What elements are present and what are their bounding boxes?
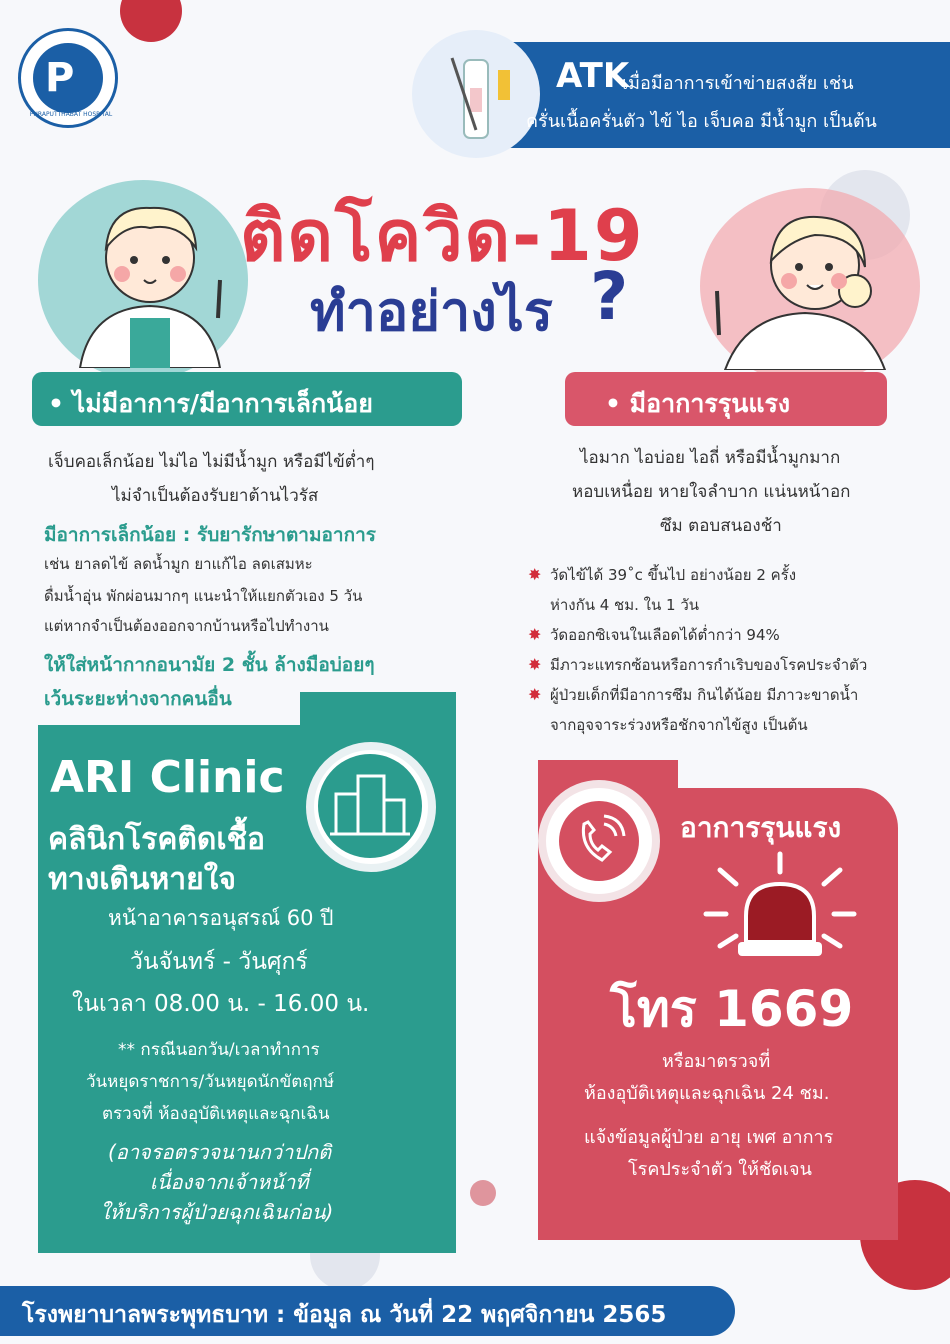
- page-subtitle: ทำอย่างไร: [310, 280, 553, 343]
- mild-line-1: เช่น ยาลดไข้ ลดน้ำมูก ยาแก้ไอ ลดเสมหะ: [44, 555, 313, 573]
- emergency-info-1: แจ้งข้อมูลผู้ป่วย อายุ เพศ อาการ: [584, 1127, 834, 1148]
- emergency-info-2: โรคประจำตัว ให้ชัดเจน: [628, 1159, 812, 1180]
- logo-ring-text: PHRAPUTTHABAT HOSPITAL: [29, 111, 113, 118]
- virus-decoration-icon: [470, 1180, 496, 1206]
- mild-line-3: แต่หากจำเป็นต้องออกจากบ้านหรือไปทำงาน: [44, 617, 329, 635]
- footer-text: โรงพยาบาลพระพุทธบาท : ข้อมูล ณ วันที่ 22 พฤศจิกายน 2565: [22, 1302, 667, 1328]
- ari-note-1: ** กรณีนอกวัน/เวลาทำการ: [118, 1040, 320, 1060]
- mild-desc-2: ไม่จำเป็นต้องรับยาต้านไวรัส: [112, 486, 319, 506]
- ari-note-3: ตรวจที่ ห้องอุบัติเหตุและฉุกเฉิน: [102, 1104, 330, 1124]
- mild-section-title: • ไม่มีอาการ/มีอาการเล็กน้อย: [48, 389, 373, 418]
- atk-test-kit-icon: [412, 30, 540, 158]
- mild-advice-1: ให้ใส่หน้ากากอนามัย 2 ชั้น ล้างมือบ่อยๆ: [44, 654, 375, 676]
- siren-icon: [700, 850, 860, 960]
- virus-decoration-icon: [120, 0, 182, 42]
- ari-subtitle-2: ทางเดินหายใจ: [48, 862, 236, 897]
- symptom-item: ✸ ผู้ป่วยเด็กที่มีอาการซึม กินได้น้อย มีภาวะขาดน้ำ: [528, 680, 928, 710]
- mild-heading: มีอาการเล็กน้อย : รับยารักษาตามอาการ: [44, 524, 376, 546]
- mild-advice-2: เว้นระยะห่างจากคนอื่น: [44, 688, 232, 710]
- symptom-item: ห่างกัน 4 ชม. ใน 1 วัน: [550, 596, 699, 614]
- symptom-item: จากอุจจาระร่วงหรือชักจากไข้สูง เป็นต้น: [550, 716, 808, 734]
- phone-icon: [538, 780, 660, 902]
- mild-desc-1: เจ็บคอเล็กน้อย ไม่ไอ ไม่มีน้ำมูก หรือมีไข้ต่ำๆ: [48, 452, 375, 472]
- question-mark: ?: [590, 258, 629, 335]
- atk-line-1: เมื่อมีอาการเข้าข่ายสงสัย เช่น: [622, 73, 854, 94]
- male-doctor-illustration: [70, 188, 240, 368]
- atk-title: ATK: [556, 56, 630, 96]
- ari-days: วันจันทร์ - วันศุกร์: [130, 949, 308, 975]
- mild-line-2: ดื่มน้ำอุ่น พักผ่อนมากๆ แนะนำให้แยกตัวเอง 5 วัน: [44, 587, 363, 605]
- severe-desc-1: ไอมาก ไอบ่อย ไอถี่ หรือมีน้ำมูกมาก: [580, 448, 841, 468]
- ari-wait-3: ให้บริการผู้ป่วยฉุกเฉินก่อน): [100, 1200, 334, 1224]
- ari-location: หน้าอาคารอนุสรณ์ 60 ปี: [108, 906, 334, 930]
- symptom-item: ✸ มีภาวะแทรกซ้อนหรือการกำเริบของโรคประจำตัว: [528, 650, 928, 680]
- female-doctor-illustration: [705, 195, 905, 370]
- severe-desc-3: ซึม ตอบสนองช้า: [660, 516, 782, 536]
- virus-bullet-icon: ✸: [528, 565, 542, 584]
- hospital-logo: [18, 28, 118, 128]
- emergency-er: ห้องอุบัติเหตุและฉุกเฉิน 24 ชม.: [584, 1083, 830, 1104]
- virus-bullet-icon: ✸: [528, 625, 542, 644]
- emergency-or: หรือมาตรวจที่: [662, 1051, 771, 1072]
- severe-symptom-list: [528, 560, 928, 740]
- ari-subtitle-1: คลินิกโรคติดเชื้อ: [48, 822, 266, 857]
- symptom-item: ✸ วัดไข้ได้ 39˚c ขึ้นไป อย่างน้อย 2 ครั้ง: [528, 560, 928, 590]
- atk-line-2: ครั่นเนื้อครั่นตัว ไข้ ไอ เจ็บคอ มีน้ำมูก เป็นต้น: [526, 111, 877, 132]
- logo-p-icon: P: [45, 55, 75, 101]
- ari-time: ในเวลา 08.00 น. - 16.00 น.: [72, 991, 370, 1017]
- page-title: ติดโควิด-19: [240, 195, 645, 277]
- severe-section-title: • มีอาการรุนแรง: [605, 389, 791, 418]
- emergency-call-number: โทร 1669: [610, 980, 854, 1038]
- virus-bullet-icon: ✸: [528, 685, 542, 704]
- virus-bullet-icon: ✸: [528, 655, 542, 674]
- emergency-title: อาการรุนแรง: [680, 811, 842, 844]
- severe-desc-2: หอบเหนื่อย หายใจลำบาก แน่นหน้าอก: [572, 482, 851, 502]
- ari-wait-2: เนื่องจากเจ้าหน้าที่: [150, 1170, 309, 1194]
- symptom-item: ✸ วัดออกซิเจนในเลือดได้ต่ำกว่า 94%: [528, 620, 928, 650]
- building-icon: [318, 754, 422, 858]
- ari-wait-1: (อาจรอตรวจนานกว่าปกติ: [108, 1140, 332, 1164]
- ari-title: ARI Clinic: [50, 752, 285, 803]
- ari-note-2: วันหยุดราชการ/วันหยุดนักขัตฤกษ์: [86, 1072, 335, 1092]
